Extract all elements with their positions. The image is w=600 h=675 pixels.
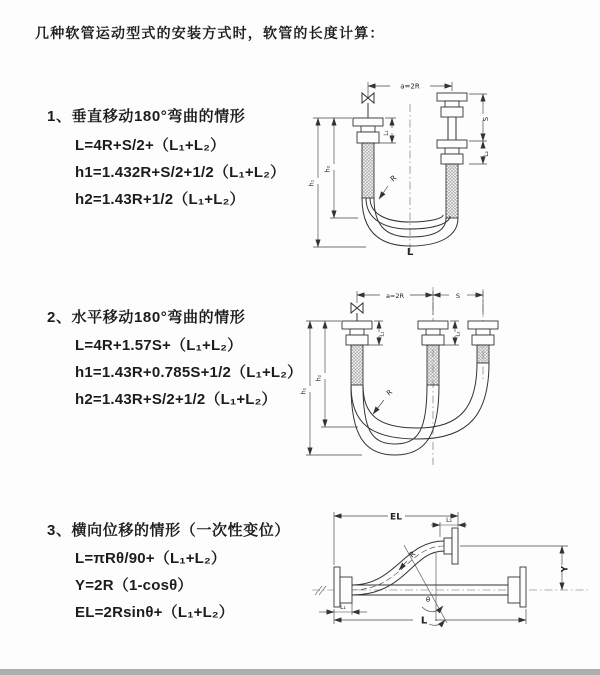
height2-dimension [325, 118, 359, 218]
dim-label-l1: L₁ [384, 130, 390, 136]
el-label: EL [390, 512, 402, 523]
length-label: L [420, 615, 428, 627]
dim-label-l2: L₂ [455, 331, 462, 337]
section-1-heading: 1、垂直移动180°弯曲的情形 [47, 108, 246, 125]
scan-edge [0, 669, 600, 675]
horizontal-bend-diagram [298, 283, 563, 473]
radius-callout [379, 173, 398, 199]
dim-label-a2r: a=2R [385, 292, 405, 300]
hose-curves [362, 198, 458, 246]
section-2-heading: 2、水平移动180°弯曲的情形 [47, 309, 246, 326]
fitting2-dimension [431, 517, 467, 537]
dim-label-h2: h₂ [315, 374, 323, 382]
formula-h1: h1=1.432R+S/2+1/2（L₁+L₂） [75, 164, 286, 181]
flange-fitting [334, 567, 352, 607]
radius-callout [399, 549, 417, 570]
dim-label-h1: h₁ [300, 387, 308, 395]
braided-hose [351, 345, 363, 385]
dim-label-h1: h₁ [308, 179, 316, 187]
formula-length: L=πRθ/90+（L₁+L₂） [75, 550, 227, 567]
extended-length-dimension [334, 512, 458, 565]
dim-label-s: S [482, 116, 490, 122]
dim-label-l2: L₂ [446, 517, 452, 524]
dim-label-s: S [455, 292, 461, 300]
dim-label-h2: h₂ [324, 165, 332, 173]
travel-dimension [469, 94, 490, 141]
fitting2-dimension [469, 141, 490, 164]
union-fitting [353, 118, 383, 143]
union-fitting [342, 321, 498, 345]
dim-label-l1: L₁ [379, 331, 386, 337]
valve-icon [351, 303, 363, 321]
formula-length: L=4R+1.57S+（L₁+L₂） [75, 337, 243, 354]
formula-h2: h2=1.43R+1/2（L₁+L₂） [75, 191, 245, 208]
section-3-heading: 3、横向位移的情形（一次性变位） [47, 522, 290, 539]
hose-curves [351, 363, 489, 455]
dim-label-a2r: a=2R [400, 82, 420, 91]
braided-hose [427, 345, 439, 385]
vertical-bend-diagram [300, 70, 555, 260]
formula-h1: h1=1.43R+0.785S+1/2（L₁+L₂） [75, 364, 303, 381]
dim-label-l2: L₂ [484, 151, 490, 157]
radius-callout [373, 388, 394, 414]
radius-label: R [388, 173, 399, 184]
length-label: L [406, 247, 414, 258]
y-label: Y [560, 565, 571, 573]
formula-length: L=4R+S/2+（L₁+L₂） [75, 137, 226, 154]
theta-label: θ [425, 596, 431, 604]
lateral-displacement-diagram [308, 503, 593, 653]
formula-h2: h2=1.43R+S/2+1/2（L₁+L₂） [75, 391, 277, 408]
union-fitting [437, 93, 467, 164]
radius-label: R [385, 388, 395, 398]
braided-hose [362, 143, 374, 198]
flange-fitting [444, 528, 458, 564]
travel-dimension [433, 292, 483, 300]
radius-label: R [407, 549, 418, 560]
formula-offset: Y=2R（1-cosθ） [75, 577, 193, 594]
flange-fitting [508, 567, 526, 607]
dim-label-l1: L₁ [340, 604, 346, 611]
formula-el: EL=2Rsinθ+（L₁+L₂） [75, 604, 234, 621]
span-dimension [357, 291, 483, 315]
page-title: 几种软管运动型式的安装方式时，软管的长度计算： [35, 25, 385, 41]
displaced-hose [352, 541, 444, 595]
braided-hose [477, 345, 489, 363]
break-mark [315, 586, 326, 595]
braided-hose [446, 164, 458, 218]
